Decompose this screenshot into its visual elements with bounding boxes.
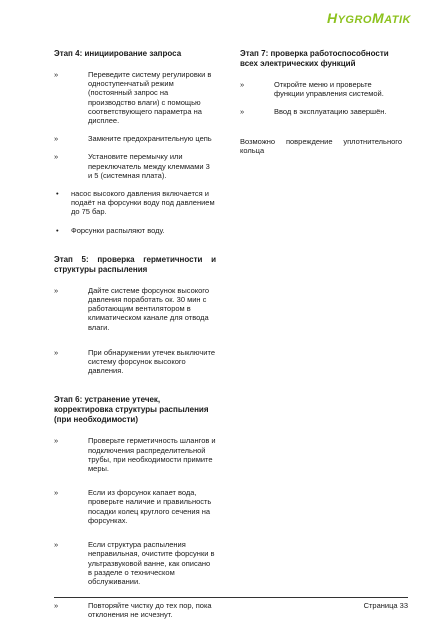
list-item-text: Проверьте герметичность шлангов и подключения распределительной трубы, при необходимости примите меры.	[88, 436, 216, 474]
list-marker: »	[54, 285, 59, 295]
list-marker: •	[56, 225, 59, 235]
list-item	[54, 436, 216, 473]
step4-section	[54, 49, 216, 235]
list-item	[54, 540, 216, 586]
list-marker: »	[54, 488, 59, 498]
list-marker: »	[54, 347, 59, 357]
list-item	[54, 601, 216, 619]
list-marker: »	[240, 107, 245, 117]
footer-divider	[54, 597, 408, 598]
list-item	[54, 189, 216, 217]
list-marker: »	[54, 540, 59, 550]
list-item-text: Переведите систему регулировки в одноступенчатый режим (постоянный запрос на производство влаги) с помощью соответствующего параметра на дисплее.	[88, 70, 212, 126]
list-marker: »	[54, 436, 59, 446]
logo-part: YGRO	[337, 14, 372, 26]
list-item	[54, 70, 216, 125]
list-item-text: Замкните предохранительную цепь	[88, 134, 212, 144]
step4-title: Этап 4: инициирование запроса	[54, 49, 182, 58]
list-item-text: Форсунки распыляют воду.	[71, 225, 165, 235]
list-marker: »	[54, 134, 59, 144]
logo-part: M	[371, 10, 385, 26]
step7-title: Этап 7: проверка работоспособности всех электрических функций	[240, 49, 389, 68]
step6-section	[54, 395, 216, 619]
list-marker: »	[54, 152, 59, 162]
right-column	[240, 49, 402, 155]
page-number: Страница 33	[363, 601, 408, 610]
list-marker: »	[54, 601, 59, 611]
hygromatik-logo	[327, 10, 411, 26]
logo-part: H	[326, 10, 338, 26]
list-item-text: Дайте системе форсунок высокого давления поработать ок. 30 мин с работающим вентилятором в климатическом канале для отвода влаги.	[88, 285, 210, 332]
list-item	[54, 226, 216, 235]
list-item-text: При обнаружении утечек выключите систему форсунок высокого давления.	[88, 347, 215, 376]
list-marker: •	[56, 189, 59, 199]
list-item-text: Если из форсунок капает вода, проверьте наличие и правильность посадки колец круглого сечения на форсунках.	[88, 488, 212, 525]
list-item	[54, 152, 216, 180]
list-item	[54, 348, 216, 376]
list-item	[240, 107, 402, 116]
step7-section	[240, 49, 402, 117]
list-item	[54, 286, 216, 332]
list-item-text: Повторяйте чистку до тех пор, пока отклонения не исчезнут.	[88, 601, 212, 620]
step5-title: Этап 5: проверка герметичности и структуры распыления	[54, 254, 216, 274]
list-marker: »	[54, 70, 59, 79]
list-item	[240, 80, 402, 98]
list-item	[54, 134, 216, 143]
list-item	[54, 488, 216, 525]
list-item-text: Установите перемычку или переключатель между клеммами 3 и 5 (системная плата).	[88, 152, 210, 180]
logo-part: ATIK	[384, 14, 411, 26]
list-item-text: Откройте меню и проверьте функции управления системой.	[274, 80, 384, 99]
o-ring-note: Возможно повреждение уплотнительного кольца	[240, 136, 402, 155]
step6-title: Этап 6: устранение утечек, корректировка структуры распыления (при необходимости)	[54, 395, 209, 425]
list-marker: »	[240, 80, 245, 89]
list-item-text: Если структура распыления неправильная, очистите форсунки в ультразвуковой ванне, как описано в разделе о техническом обслуживании.	[88, 540, 215, 586]
list-item-text: насос высокого давления включается и подаёт на форсунки воду под давлением до 75 бар.	[71, 189, 215, 217]
left-column	[54, 49, 216, 640]
step5-section	[54, 255, 216, 376]
list-item-text: Ввод в эксплуатацию завершён.	[274, 107, 387, 117]
